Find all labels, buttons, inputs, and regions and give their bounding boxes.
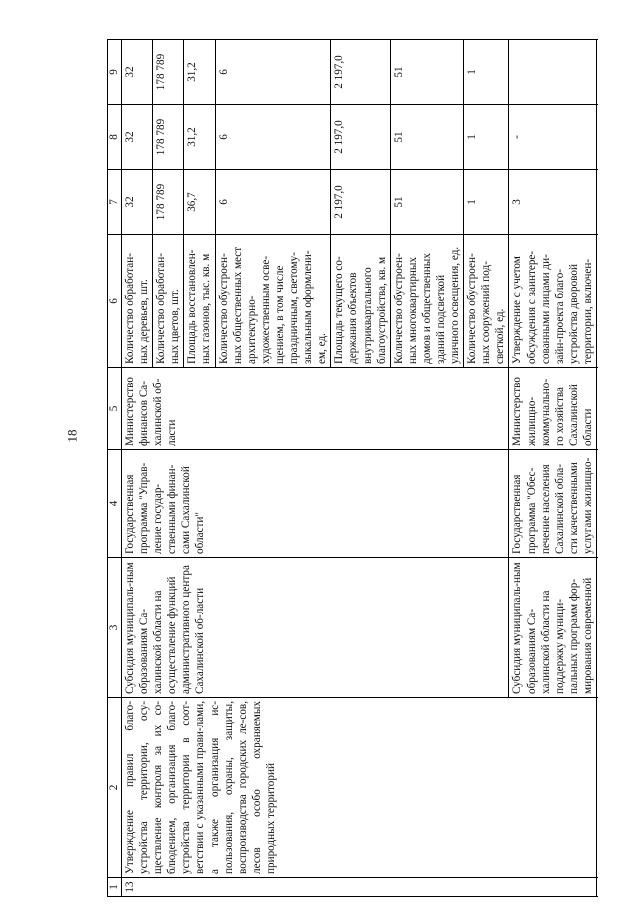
indicator-value-9: 31,2	[184, 40, 215, 105]
indicator-name: Площадь текущего со-держания объектов внутриквартального благоустройства, кв. м	[331, 235, 390, 368]
indicator-value-9: 6	[215, 40, 331, 105]
indicator-value-9: 51	[390, 40, 463, 105]
indicator-value-8: -	[509, 105, 597, 170]
indicator-value-9: 32	[122, 40, 153, 105]
indicator-value-7: 6	[215, 170, 331, 235]
header-cell: 9	[108, 40, 122, 105]
indicator-value-8: 1	[464, 105, 509, 170]
state-program: Государственная программа "Управ-ление государ-ственными финан-сами Сахалинской области"	[122, 450, 509, 558]
header-cell: 3	[108, 558, 122, 698]
header-row	[108, 40, 122, 897]
indicator-value-7: 36,7	[184, 170, 215, 235]
responsible-ministry: Министерство финансов Са-халинской об-ласти	[122, 368, 509, 450]
indicator-value-7: 178 789	[153, 170, 184, 235]
responsible-ministry: Министерство жилищно-коммунально-го хозяйства Сахалинской области	[509, 368, 597, 450]
indicator-value-7: 32	[122, 170, 153, 235]
indicator-value-8: 51	[390, 105, 463, 170]
header-cell: 8	[108, 105, 122, 170]
header-cell: 4	[108, 450, 122, 558]
indicator-value-7: 1	[464, 170, 509, 235]
header-cell: 7	[108, 170, 122, 235]
page-number: 18	[64, 429, 80, 443]
funding-source: Субсидия муниципаль-ным образованиям Са-халинской области на поддержку муници-пальных программ фор-мирования современной	[509, 558, 597, 698]
indicator-name: Площадь восстановлен-ных газонов, тыс. кв. м	[184, 235, 215, 368]
state-program: Государственная программа "Обес-печение населения Сахалинской обла-сти качественными услугами жилищно-	[509, 450, 597, 558]
indicator-name: Количество обработан-ных цветов, шт.	[153, 235, 184, 368]
indicator-name: Количество обработан-ных деревьев, шт.	[122, 235, 153, 368]
row-number: 13	[122, 878, 597, 897]
header-cell: 1	[108, 878, 122, 897]
indicator-value-9: 1	[464, 40, 509, 105]
table-row	[122, 40, 153, 897]
indicator-value-8: 32	[122, 105, 153, 170]
indicator-value-9	[509, 40, 597, 105]
indicator-value-9: 2 197,0	[331, 40, 390, 105]
indicator-value-7: 2 197,0	[331, 170, 390, 235]
indicator-value-8: 2 197,0	[331, 105, 390, 170]
indicator-value-9: 178 789	[153, 40, 184, 105]
header-cell: 2	[108, 698, 122, 878]
indicator-value-8: 178 789	[153, 105, 184, 170]
indicator-name: Количество обустроен-ных многоквартирных домов и общественных зданий подсветкой уличного освещения, ед.	[390, 235, 463, 368]
indicator-name: Количество обустроен-ных сооружений под-светкой, ед.	[464, 235, 509, 368]
measures-table	[107, 39, 597, 897]
indicator-name: Утверждение с учетом обсуждения с заинтере-сованными лицами ди-зайн-проекта благо-устройства дворовой территории, включен-	[509, 235, 597, 368]
indicator-value-7: 51	[390, 170, 463, 235]
header-cell: 6	[108, 235, 122, 368]
indicator-value-8: 31,2	[184, 105, 215, 170]
indicator-value-7: 3	[509, 170, 597, 235]
indicator-name: Количество обустроен-ных общественных мест архитектурно-художественным осве-щением, в том числе праздничным, светому-зыкальным оформлени-ем, ед.	[215, 235, 331, 368]
indicator-value-8: 6	[215, 105, 331, 170]
funding-source: Субсидия муниципаль-ным образованиям Са-халинской области на осуществление функций административного центра Сахалинской об-ласти	[122, 558, 509, 698]
measure-description: Утверждение правил благо-устройства территории, осу-ществление контроля за их со-блюдением, организация благо-устройства территории в соот-ветствии с указанными прави-лами, а также организация ис-пользования, охраны, защиты, воспроизводства городских ле-сов, лесов особо охраняемых природных территорий	[122, 698, 597, 878]
header-cell: 5	[108, 368, 122, 450]
